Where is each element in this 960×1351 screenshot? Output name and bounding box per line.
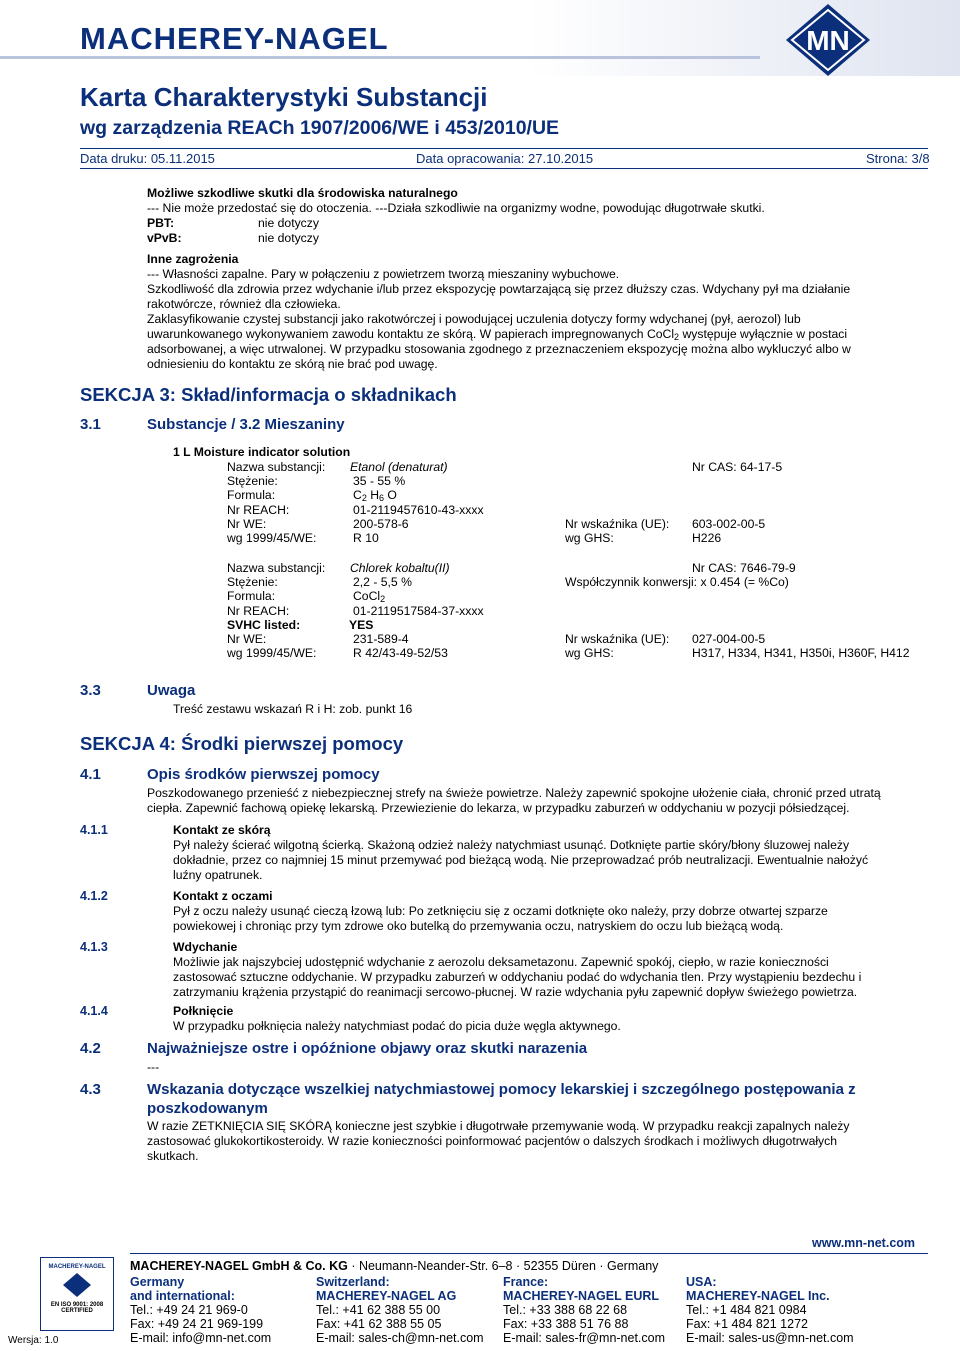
s43-title-b: poszkodowanym xyxy=(147,1100,268,1117)
sub2-svhc: YES xyxy=(349,618,374,632)
document-title: Karta Charakterystyki Substancji xyxy=(80,82,488,112)
s413-number: 4.1.3 xyxy=(80,940,108,954)
sub2-cas: Nr CAS: 7646-79-9 xyxy=(692,561,796,575)
sub1-formula: $C_2$ $H_6$ O xyxy=(353,488,397,503)
sub1-name: Etanol (denaturat) xyxy=(350,460,448,474)
iso-line-1: EN ISO 9001: 2008 xyxy=(50,1302,104,1308)
label-reach-2: Nr REACH: xyxy=(227,604,290,618)
other-hazards-2b: rakotwórcze, również dla człowieka. xyxy=(147,297,341,311)
s43-text-b: zastosować glukokortikosteroidy. W razie konieczności poinformować pacjentów o dalszych środkach i możliwych długotrwałych xyxy=(147,1134,838,1148)
label-formula-1: Formula: xyxy=(227,488,276,502)
footer-website[interactable]: www.mn-net.com xyxy=(812,1236,916,1250)
s412-text-b: powiekowej i chroniąc przy tym zdrowe oko butelką do przemywania oczu, natryskiem do oczu lub bieżącą wodą. xyxy=(173,919,784,933)
label-index-1: Nr wskaźnika (UE): xyxy=(565,517,670,531)
s42-text: --- xyxy=(147,1060,160,1074)
mixture-name: 1 L Moisture indicator solution xyxy=(173,445,351,459)
sub2-we: 231-589-4 xyxy=(353,632,409,646)
env-heading: Możliwe szkodliwe skutki dla środowiska naturalnego xyxy=(147,186,458,200)
document-subtitle: wg zarządzenia REACh 1907/2006/WE i 453/2010/UE xyxy=(80,117,560,139)
label-name-2: Nazwa substancji: xyxy=(227,561,326,575)
s42-number: 4.2 xyxy=(80,1040,101,1057)
s43-text-c: skutkach. xyxy=(147,1149,199,1163)
s414-number: 4.1.4 xyxy=(80,1004,108,1018)
version-label: Wersja: 1.0 xyxy=(8,1335,59,1346)
sub1-we: 200-578-6 xyxy=(353,517,409,531)
s411-text-a: Pył należy ścierać wilgotną ścierką. Skażoną odzież należy natychmiast usunąć. Dotknięte partie skóry/błony śluzowej należy xyxy=(173,838,850,852)
label-conc-2: Stężenie: xyxy=(227,575,278,589)
s412-title: Kontakt z oczami xyxy=(173,889,273,903)
cert-brand: MACHEREY-NAGEL xyxy=(48,1264,106,1270)
s413-title: Wdychanie xyxy=(173,940,238,954)
other-hazards-3b: uwarunkowanego wykonywaniem zawodu kontaktu ze skórą. W papierach impregnowanych CoCl$_2$ występuje wyłącznie w postaci xyxy=(147,327,848,342)
logo-text: MN xyxy=(806,25,850,56)
sub2-factor: Współczynnik konwersji: x 0.454 (= %Co) xyxy=(565,575,789,589)
sub2-conc: 2,2 - 5,5 % xyxy=(353,575,412,589)
pbt-label: PBT: xyxy=(147,216,175,230)
pbt-value: nie dotyczy xyxy=(258,216,319,230)
s41-text-b: ciepła. Zapewnić fachową opiekę lekarską. Przewiezienie do lekarza, w przypadku zaburzeń w oddychaniu w pozycji półsiedzącej. xyxy=(147,801,850,815)
footer-divider xyxy=(130,1253,928,1254)
env-line: --- Nie może przedostać się do otoczenia. ---Działa szkodliwie na organizmy wodne, powodując długotrwałe skutki. xyxy=(147,201,765,215)
label-we-2: Nr WE: xyxy=(227,632,267,646)
s414-text: W przypadku połknięcia należy natychmiast podać do picia duże węgla aktywnego. xyxy=(173,1019,621,1033)
section4-title: SEKCJA 4: Środki pierwszej pomocy xyxy=(80,733,404,754)
s43-number: 4.3 xyxy=(80,1081,101,1098)
cert-logo-icon xyxy=(62,1272,92,1298)
sub1-conc: 35 - 55 % xyxy=(353,474,406,488)
s41-number: 4.1 xyxy=(80,766,101,783)
sub2-reach: 01-2119517584-37-xxxx xyxy=(353,604,484,618)
label-dir-2: wg 1999/45/WE: xyxy=(227,646,317,660)
s412-number: 4.1.2 xyxy=(80,889,108,903)
s31-number: 3.1 xyxy=(80,416,101,433)
vpvb-value: nie dotyczy xyxy=(258,231,319,245)
footer-col-france: France: MACHEREY-NAGEL EURL Tel.: +33 388 68 22 68 Fax: +33 388 51 76 88 E-mail: sales-fr@mn-net.com xyxy=(503,1275,666,1345)
footer-col-switzerland: Switzerland: MACHEREY-NAGEL AG Tel.: +41 62 388 55 00 Fax: +41 62 388 55 05 E-mail: sales-ch@mn-net.com xyxy=(316,1275,484,1345)
s411-number: 4.1.1 xyxy=(80,823,108,837)
divider-header-bottom xyxy=(80,168,928,169)
sub2-formula: CoCl$_2$ xyxy=(353,589,386,604)
brand-name: MACHEREY-NAGEL xyxy=(80,21,389,56)
label-svhc: SVHC listed: xyxy=(227,618,301,632)
other-hazards-3c: adsorbowanej, a więc utrwalonej. W przypadku stosowania zgodnego z przeznaczeniem ekspozycję można albo wykluczyć albo w xyxy=(147,342,851,356)
sub2-ghs: H317, H334, H341, H350i, H360F, H412 xyxy=(692,646,910,660)
s412-text-a: Pył z oczu należy usunąć cieczą łzową lub: Po zetknięciu się z oczami dotknięte oko należy, przy dobrze otwartej szparze xyxy=(173,904,828,918)
s411-title: Kontakt ze skórą xyxy=(173,823,271,837)
s33-text: Treść zestawu wskazań R i H: zob. punkt 16 xyxy=(173,702,413,716)
s42-title: Najważniejsze ostre i opóźnione objawy oraz skutki narazenia xyxy=(147,1040,588,1057)
s414-title: Połknięcie xyxy=(173,1004,234,1018)
label-name-1: Nazwa substancji: xyxy=(227,460,326,474)
print-date: Data druku: 05.11.2015 xyxy=(80,151,215,166)
s413-text-c: zatrzymaniu krążenia przystąpić do reanimacji sercowo-płucnej. W razie wdychania pyłu zapewnić dopływ świeżego powietrza. xyxy=(173,985,858,999)
sub2-index: 027-004-00-5 xyxy=(692,632,766,646)
section3-title: SEKCJA 3: Skład/informacja o składnikach xyxy=(80,384,457,405)
label-reach-1: Nr REACH: xyxy=(227,503,290,517)
label-ghs-1: wg GHS: xyxy=(565,531,614,545)
s33-title: Uwaga xyxy=(147,682,196,699)
other-hazards-3d: odniesieniu do kontaktu ze skórą nie brać pod uwagę. xyxy=(147,357,438,371)
s413-text-a: Możliwie jak najszybciej udostępnić wdychanie z aerozolu deksametazonu. Zapewnić spokój, ciepło, w razie konieczności xyxy=(173,955,829,969)
sub1-cas: Nr CAS: 64-17-5 xyxy=(692,460,783,474)
sub1-ghs: H226 xyxy=(692,531,722,545)
edit-date: Data opracowania: 27.10.2015 xyxy=(416,151,594,166)
page-number: Strona: 3/8 xyxy=(866,151,930,166)
s413-text-b: zastosować sztuczne oddychanie. W przypadku zaburzeń w oddychaniu podać do wdychania tlen. Przy wystąpieniu bezdechu i xyxy=(173,970,862,984)
divider-top xyxy=(80,148,928,149)
label-ghs-2: wg GHS: xyxy=(565,646,614,660)
footer-col-germany: Germany and international: Tel.: +49 24 21 969-0 Fax: +49 24 21 969-199 E-mail: info@mn-net.com xyxy=(130,1275,272,1345)
s31-title: Substancje / 3.2 Mieszaniny xyxy=(147,416,345,433)
s41-title: Opis środków pierwszej pomocy xyxy=(147,766,380,783)
s411-text-c: luźny opatrunek. xyxy=(173,868,263,882)
label-dir-1: wg 1999/45/WE: xyxy=(227,531,317,545)
label-formula-2: Formula: xyxy=(227,589,276,603)
label-conc-1: Stężenie: xyxy=(227,474,278,488)
label-we-1: Nr WE: xyxy=(227,517,267,531)
sub1-index: 603-002-00-5 xyxy=(692,517,766,531)
other-hazards-3a: Zaklasyfikowanie czystej substancji jako rakotwórczej i powodującej uczulenia dotyczy formy wdychanej (pył, aerozol) lub xyxy=(147,312,801,326)
vpvb-label: vPvB: xyxy=(147,231,182,245)
s411-text-b: dokładnie, przez co najmniej 15 minut przemywać pod bieżącą wodą. Nie przeprowadzać prób neutralizacji. Ewentualnie nałożyć xyxy=(173,853,869,867)
footer-address-line: MACHEREY-NAGEL GmbH & Co. KG · Neumann-Neander-Str. 6–8 · 52355 Düren · Germany xyxy=(130,1259,659,1273)
s33-number: 3.3 xyxy=(80,682,101,699)
other-hazards-2a: Szkodliwość dla zdrowia przez wdychanie i/lub przez ekspozycję powtarzającą się przez dłuższy czas. Wdychany pył ma działanie xyxy=(147,282,851,296)
s43-text-a: W razie ZETKNIĘCIA SIĘ SKÓRĄ konieczne jest szybkie i długotrwałe przemywanie wodą. W przypadku reakcji zapalnych należy xyxy=(147,1119,850,1133)
iso-line-2: CERTIFIED xyxy=(61,1308,93,1314)
sub2-dir: R 42/43-49-52/53 xyxy=(353,646,448,660)
mn-logo xyxy=(780,0,876,76)
sub1-reach: 01-2119457610-43-xxxx xyxy=(353,503,484,517)
footer-col-usa: USA: MACHEREY-NAGEL Inc. Tel.: +1 484 821 0984 Fax: +1 484 821 1272 E-mail: sales-us@mn-net.com xyxy=(686,1275,854,1345)
s43-title-a: Wskazania dotyczące wszelkiej natychmiastowej pomocy lekarskiej i szczególnego postępowania z xyxy=(147,1081,856,1098)
iso-certificate xyxy=(40,1257,114,1331)
sub2-name: Chlorek kobaltu(II) xyxy=(350,561,450,575)
label-index-2: Nr wskaźnika (UE): xyxy=(565,632,670,646)
other-hazards-1: --- Własności zapalne. Pary w połączeniu z powietrzem tworzą mieszaniny wybuchowe. xyxy=(147,267,620,281)
other-hazards-heading: Inne zagrożenia xyxy=(147,252,239,266)
s41-text-a: Poszkodowanego przenieść z niebezpiecznej strefy na świeże powietrze. Należy zapewnić spokojne ułożenie ciała, chronić przed utratą xyxy=(147,786,881,800)
sub1-dir: R 10 xyxy=(353,531,379,545)
